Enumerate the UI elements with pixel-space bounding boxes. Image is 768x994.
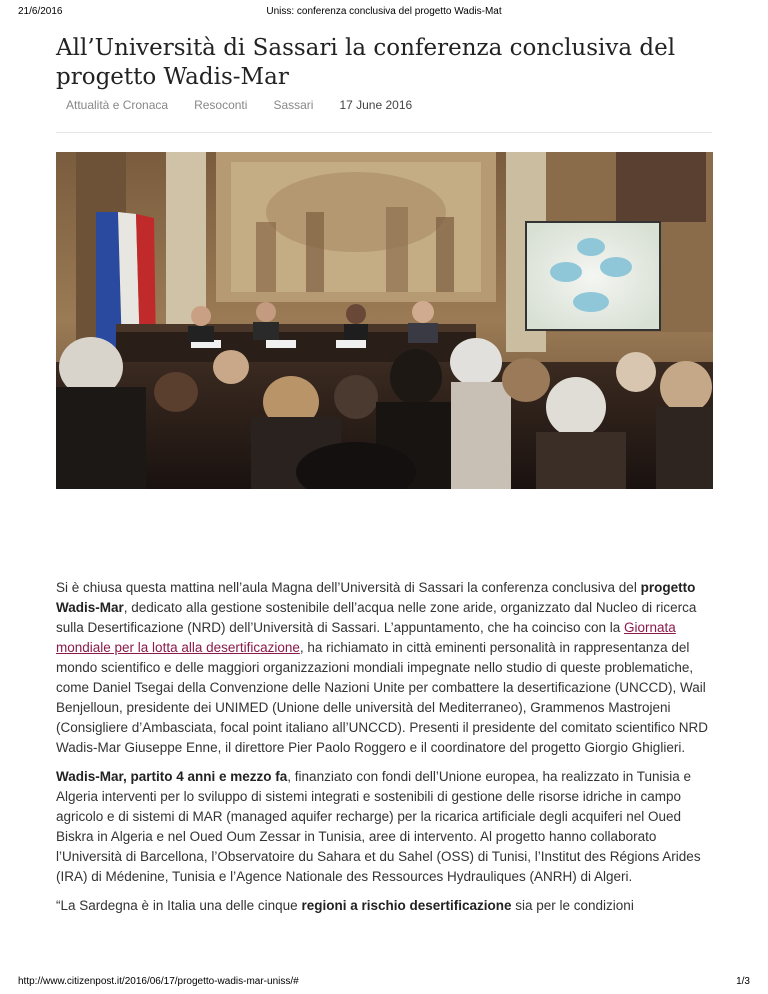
- text-run: , finanziato con fondi dell’Unione europea, ha realizzato in Tunisia e Algeria interventi per lo sviluppo di sistemi integrati e sostenibili di gestione delle risorse idriche in campo agricolo e di sistemi di MAR (managed aquifer recharge) per la ricarica artificiale degli acquiferi nel Oued Biskra in Algeria e nel Oued Oum Zessar in Tunisia, aree di intervento. Al progetto hanno collaborato l’Università di Barcellona, l’Observatoire du Sahara et du Sahel (OSS) di Tunisi, l’Institut des Régions Arides (IRA) di Médenine, Tunisia e l’Agence Nationale des Ressources Hydrauliques (ANRH) di Algeri.: [56, 769, 701, 884]
- meta-divider: [56, 132, 712, 133]
- hero-photo: [56, 152, 713, 489]
- paragraph-3: [56, 896, 714, 916]
- print-url: http://www.citizenpost.it/2016/06/17/progetto-wadis-mar-uniss/#: [18, 976, 299, 987]
- print-page-title: Uniss: conferenza conclusiva del progetto Wadis-Mat: [266, 6, 502, 17]
- text-run: “La Sardegna è in Italia una delle cinque: [56, 898, 302, 913]
- print-footer: [0, 972, 768, 994]
- text-run: , dedicato alla gestione sostenibile dell’acqua nelle zone aride, organizzato dal Nucleo di ricerca sulla Desertificazione (NRD) dell’Università di Sassari. L’appuntamento, che ha coinciso con la: [56, 600, 697, 635]
- article-body: [56, 578, 714, 925]
- bold-text: regioni a rischio desertificazione: [301, 898, 512, 913]
- bold-text: Wadis-Mar, partito 4 anni e mezzo fa: [56, 769, 288, 784]
- desertification-day-link[interactable]: Giornata mondiale per la lotta alla desertificazione: [56, 620, 676, 655]
- print-date: 21/6/2016: [18, 6, 63, 17]
- print-page-number: 1/3: [736, 976, 750, 987]
- print-header: [0, 0, 768, 22]
- paragraph-1: [56, 578, 714, 758]
- article-title: All’Università di Sassari la conferenza conclusiva del progetto Wadis-Mar: [56, 35, 676, 90]
- text-run: , ha richiamato in città eminenti personalità in rappresentanza del mondo scientifico e delle maggiori organizzazioni mondiali impegnate nello studio di queste problematiche, come Daniel Tsegai della Convenzione delle Nazioni Unite per combattere la desertificazione (UNCCD), Wail Benjelloun, presidente dei UNIMED (Unione delle università del Mediterraneo), Grammenos Mastrojeni (Consigliere d’Ambasciata, focal point italiano all’UNCCD). Presenti il presidente del comitato scientifico NRD Wadis-Mar Giuseppe Enne, il direttore Pier Paolo Roggero e il coordinatore del progetto Giorgio Ghiglieri.: [56, 640, 709, 755]
- text-run: Si è chiusa questa mattina nell’aula Magna dell’Università di Sassari la conferenza conclusiva del: [56, 580, 641, 595]
- paragraph-2: [56, 767, 714, 887]
- category-link-sassari[interactable]: Sassari: [273, 98, 314, 112]
- article-date: 17 June 2016: [339, 98, 413, 112]
- category-link-resoconti[interactable]: Resoconti: [194, 98, 248, 112]
- bold-text: progetto Wadis-Mar: [56, 580, 696, 615]
- article-meta: [66, 98, 438, 114]
- category-link-attualita[interactable]: Attualità e Cronaca: [66, 98, 169, 112]
- conference-hall-photo: [56, 152, 713, 489]
- text-run: sia per le condizioni: [511, 898, 634, 913]
